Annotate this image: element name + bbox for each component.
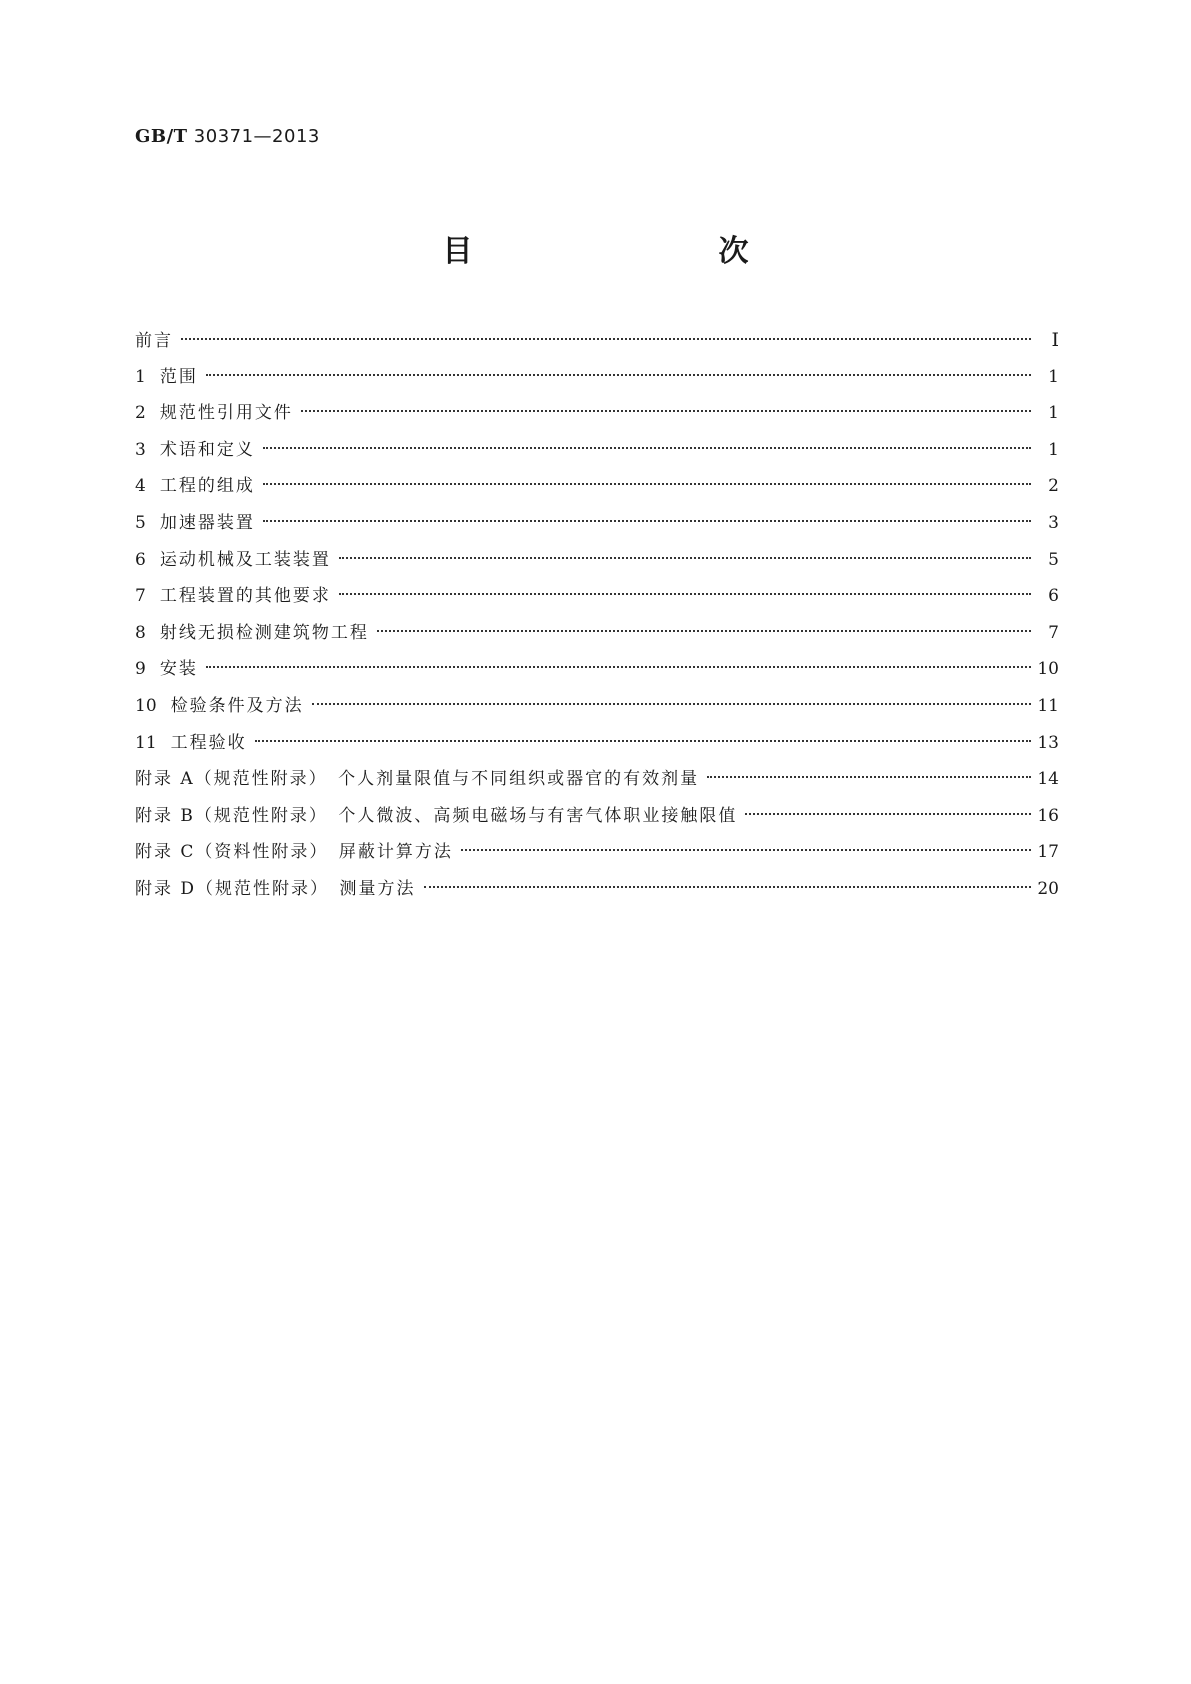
toc-leader-dots	[377, 630, 1031, 632]
toc-entry-8[interactable]	[135, 615, 1059, 652]
toc-entry-label: 射线无损检测建筑物工程	[159, 622, 369, 643]
toc-leader-dots	[339, 557, 1031, 559]
toc-entry-appendix-d[interactable]	[135, 871, 1059, 908]
toc-entry-appendix-b[interactable]	[135, 798, 1059, 835]
toc-entry-page: 7	[1048, 622, 1059, 643]
toc-entry-label: 工程的组成	[159, 476, 255, 497]
toc-entry-page: 2	[1048, 476, 1059, 497]
toc-entry-page: 14	[1037, 769, 1059, 790]
toc-entry-label: 前言	[135, 331, 173, 351]
toc-entry-number: 5	[135, 512, 146, 533]
toc-leader-dots	[424, 886, 1031, 888]
toc-entry-7[interactable]	[135, 578, 1059, 615]
toc-entry-number: 2	[135, 403, 146, 424]
toc-entry-label: 工程验收	[170, 732, 247, 753]
toc-entry-page: 3	[1048, 512, 1059, 533]
toc-entry-page: 1	[1048, 366, 1059, 387]
toc-entry-5[interactable]	[135, 505, 1059, 542]
toc-leader-dots	[206, 666, 1031, 668]
toc-entry-6[interactable]	[135, 542, 1059, 579]
toc-entry-page: Ⅰ	[1051, 329, 1059, 351]
toc-entry-label: 术语和定义	[159, 439, 255, 460]
toc-entry-label: 工程装置的其他要求	[159, 586, 331, 607]
toc-leader-dots	[263, 447, 1031, 449]
toc-entry-page: 5	[1048, 549, 1059, 570]
toc-entry-label: 附录 B（规范性附录） 个人微波、高频电磁场与有害气体职业接触限值	[135, 805, 738, 826]
toc-entry-label: 范围	[159, 366, 198, 387]
toc-entry-number: 6	[135, 549, 146, 570]
toc-entry-number: 11	[135, 732, 157, 753]
toc-entry-label: 附录 A（规范性附录） 个人剂量限值与不同组织或器官的有效剂量	[135, 769, 700, 790]
toc-entry-appendix-c[interactable]	[135, 834, 1059, 871]
toc-entry-foreword[interactable]	[135, 322, 1059, 359]
toc-entry-number: 10	[135, 695, 157, 716]
toc-leader-dots	[206, 374, 1031, 376]
page-title: 目 次	[442, 234, 811, 269]
toc-entry-number: 9	[135, 659, 146, 680]
toc-entry-label: 附录 D（规范性附录） 测量方法	[135, 878, 416, 899]
toc-entry-page: 10	[1037, 659, 1059, 680]
toc-leader-dots	[181, 338, 1031, 340]
toc-entry-4[interactable]	[135, 468, 1059, 505]
toc-entry-number: 8	[135, 622, 146, 643]
table-of-contents	[135, 322, 1059, 908]
toc-entry-page: 16	[1037, 805, 1059, 826]
toc-entry-label: 规范性引用文件	[159, 403, 293, 424]
toc-entry-page: 20	[1037, 878, 1059, 899]
toc-entry-number: 7	[135, 586, 146, 607]
toc-entry-number: 1	[135, 366, 146, 387]
toc-leader-dots	[745, 813, 1031, 815]
toc-leader-dots	[339, 593, 1031, 595]
toc-leader-dots	[461, 849, 1031, 851]
toc-entry-9[interactable]	[135, 651, 1059, 688]
toc-entry-label: 检验条件及方法	[170, 695, 304, 716]
toc-leader-dots	[255, 740, 1031, 742]
standard-number	[135, 126, 320, 147]
toc-entry-label: 安装	[159, 659, 198, 680]
toc-entry-page: 11	[1037, 695, 1059, 716]
toc-entry-page: 17	[1037, 842, 1059, 863]
toc-entry-10[interactable]	[135, 688, 1059, 725]
toc-leader-dots	[301, 410, 1031, 412]
toc-leader-dots	[263, 483, 1031, 485]
toc-entry-label: 运动机械及工装装置	[159, 549, 331, 570]
toc-entry-1[interactable]	[135, 359, 1059, 396]
standard-code-number: 30371—2013	[193, 126, 320, 147]
toc-entry-appendix-a[interactable]	[135, 761, 1059, 798]
toc-entry-label: 附录 C（资料性附录） 屏蔽计算方法	[135, 842, 453, 863]
toc-entry-2[interactable]	[135, 395, 1059, 432]
toc-entry-page: 1	[1048, 403, 1059, 424]
toc-entry-label: 加速器装置	[159, 512, 255, 533]
toc-entry-number: 3	[135, 439, 146, 460]
standard-code-prefix: GB/T	[135, 126, 188, 147]
toc-entry-number: 4	[135, 476, 146, 497]
toc-entry-page: 6	[1048, 586, 1059, 607]
toc-entry-page: 1	[1048, 439, 1059, 460]
toc-leader-dots	[263, 520, 1031, 522]
toc-leader-dots	[707, 776, 1031, 778]
toc-entry-11[interactable]	[135, 725, 1059, 762]
toc-leader-dots	[312, 703, 1031, 705]
toc-entry-page: 13	[1037, 732, 1059, 753]
toc-entry-3[interactable]	[135, 432, 1059, 469]
